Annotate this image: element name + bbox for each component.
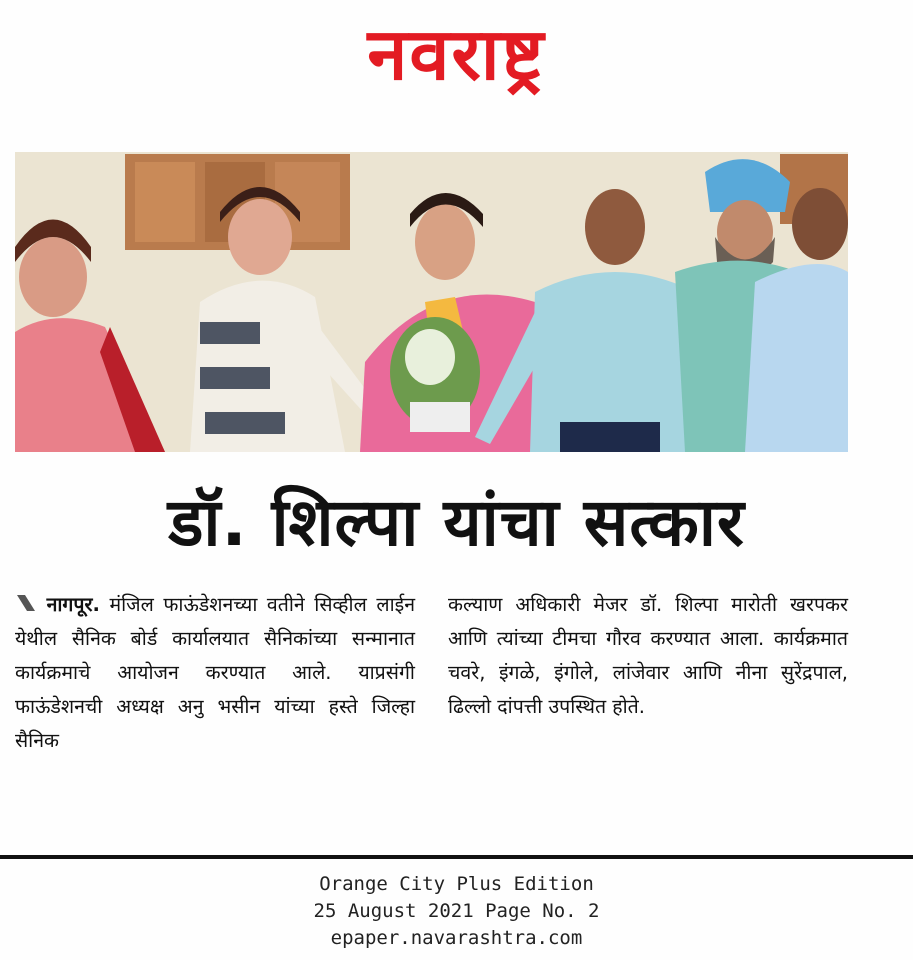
article-text-left: मंजिल फाऊंडेशनच्या वतीने सिव्हील लाईन येथील सैनिक बोर्ड कार्यालयात सैनिकांच्या सन्मानात कार्यक्रमाचे आयोजन करण्यात आले. याप्रसंगी फाऊंडेशनची अध्यक्ष अनु भसीन यांच्या हस्ते जिल्हा सैनिक xyxy=(15,593,416,752)
masthead xyxy=(0,6,913,106)
edition-name: Orange City Plus Edition xyxy=(319,873,594,895)
newspaper-title: नवराष्ट्र xyxy=(367,12,546,96)
edition-date-page: 25 August 2021 Page No. 2 xyxy=(313,900,600,922)
article-column-left xyxy=(15,588,415,758)
footer xyxy=(0,871,913,952)
footer-divider xyxy=(0,855,913,859)
group-photo-icon xyxy=(15,152,848,452)
article-text-right: कल्याण अधिकारी मेजर डॉ. शिल्पा मारोती खरपकर आणि त्यांच्या टीमचा गौरव करण्यात आला. कार्यक्रमात चवरे, इंगळे, इंगोले, लांजेवार आणि नीना सुरेंद्रपाल, ढिल्लो दांपत्ती उपस्थित होते. xyxy=(448,593,848,718)
article-column-right xyxy=(448,588,848,724)
dateline-marker-icon xyxy=(15,593,37,613)
news-photo xyxy=(15,152,848,452)
dateline: नागपूर. xyxy=(46,593,100,616)
headline: डॉ. शिल्पा यांचा सत्कार xyxy=(168,484,745,561)
epaper-url: epaper.navarashtra.com xyxy=(330,927,583,949)
